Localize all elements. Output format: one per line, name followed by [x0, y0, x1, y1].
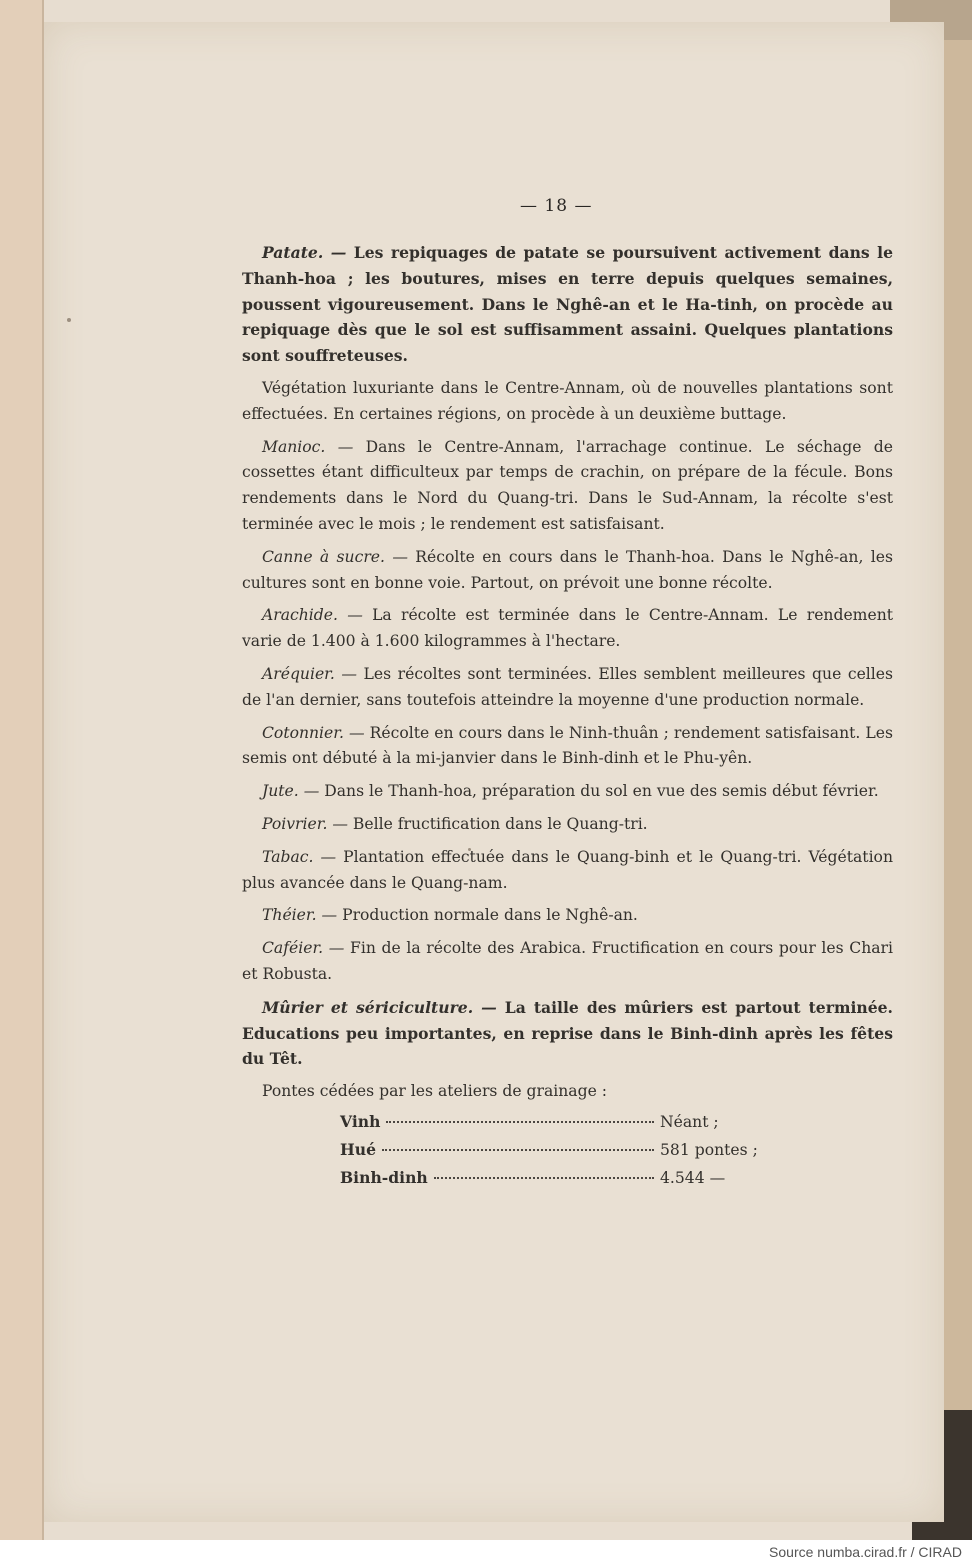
paragraph-lead: Jute. — [262, 782, 320, 801]
pontes-place: Binh-dinh [340, 1167, 428, 1187]
paragraph-murier [242, 995, 893, 1072]
left-page-edge [0, 0, 44, 1540]
paragraph-text: Fin de la récolte des Arabica. Fructification en cours pour les Chari et Robusta. [242, 939, 894, 983]
paragraph-tabac [242, 845, 893, 897]
body-text [242, 240, 893, 1193]
paper-speck [67, 318, 71, 322]
pontes-place: Vinh [340, 1111, 381, 1131]
paragraph-text: Dans le Centre-Annam, l'arrachage continue. Le séchage de cossettes étant difficulteux par temps de crachin, on prépare de la fécule. Bons rendements dans le Nord du Quang-tri. Dans le Sud-Annam, la récolte s'est terminée avec le mois ; le rendement est satisfaisant. [242, 437, 893, 533]
source-credit: Source numba.cirad.fr / CIRAD [769, 1544, 962, 1560]
pontes-row [340, 1165, 800, 1193]
paragraph-text: Végétation luxuriante dans le Centre-Annam, où de nouvelles plantations sont effectuées. En certaines régions, on procède à un deuxième buttage. [242, 378, 893, 423]
dot-leader [434, 1177, 654, 1179]
paragraph-text: Plantation effectuée dans le Quang-binh et le Quang-tri. Végétation plus avancée dans le Quang-nam. [242, 847, 893, 892]
paragraph-text: Production normale dans le Nghê-an. [337, 906, 638, 925]
pontes-value: 4.544 — [660, 1168, 726, 1187]
paragraph-text: Récolte en cours dans le Thanh-hoa. Dans le Nghê-an, les cultures sont en bonne voie. Partout, on prévoit une bonne récolte. [242, 547, 893, 592]
paragraph-lead: Aréquier. — [262, 664, 358, 683]
paragraph-theier [242, 903, 893, 929]
pontes-row [340, 1109, 800, 1137]
paragraph-text: Les repiquages de patate se poursuivent activement dans le Thanh-hoa ; les boutures, mises en terre depuis quelques semaines, poussent vigoureusement. Dans le Nghê-an et le Ha-tinh, on procède au repiquage dès que le sol est suffisamment assaini. Quelques plantations sont souffreteuses. [242, 243, 893, 366]
paragraph-text: Les récoltes sont terminées. Elles semblent meilleures que celles de l'an dernier, sans toutefois atteindre la moyenne d'une production normale. [242, 664, 893, 709]
paragraph-patate [242, 240, 893, 369]
paragraph-lead: Patate. — [262, 243, 347, 262]
pontes-value: 581 pontes ; [660, 1140, 758, 1159]
paragraph-text: Récolte en cours dans le Ninh-thuân ; rendement satisfaisant. Les semis ont débuté à la mi-janvier dans le Binh-dinh et le Phu-yên. [242, 723, 893, 768]
pontes-value: Néant ; [660, 1112, 719, 1131]
paragraph-arachide [242, 603, 893, 655]
paragraph-lead: Théier. — [262, 906, 338, 925]
paragraph-poivrier [242, 812, 893, 838]
page-number: — 18 — [520, 196, 593, 216]
dot-leader [382, 1149, 654, 1151]
paragraph-text: Belle fructification dans le Quang-tri. [347, 814, 648, 833]
pontes-list [340, 1109, 800, 1193]
paragraph-cafeier [242, 936, 893, 988]
paragraph-jute [242, 779, 893, 805]
dot-leader [386, 1121, 654, 1123]
paragraph-cotonnier [242, 721, 893, 773]
pontes-row [340, 1137, 800, 1165]
paragraph-lead: Tabac. — [262, 847, 337, 866]
paragraph-text: La taille des mûriers est partout terminée. Educations peu importantes, en reprise dans le Binh-dinh après les fêtes du Têt. [242, 997, 893, 1069]
paragraph-lead: Manioc. — [262, 437, 354, 456]
source-bar [0, 1540, 972, 1566]
paragraph-lead: Cotonnier. — [262, 723, 365, 742]
paragraph-text: La récolte est terminée dans le Centre-Annam. Le rendement varie de 1.400 à 1.600 kilogrammes à l'hectare. [242, 606, 894, 651]
pontes-place: Hué [340, 1139, 376, 1159]
paragraph-arequier [242, 662, 893, 714]
paragraph-lead: Poivrier. — [262, 814, 348, 833]
pontes-intro: Pontes cédées par les ateliers de grainage : [262, 1082, 608, 1101]
paragraph-canne [242, 545, 893, 597]
paragraph-vegetation [242, 376, 893, 428]
paragraph-manioc [242, 435, 893, 538]
paragraph-lead: Caféier. — [262, 939, 345, 958]
paragraph-lead: Arachide. — [262, 606, 363, 625]
paragraph-lead: Mûrier et sériciculture. — [262, 997, 497, 1017]
paragraph-text: Dans le Thanh-hoa, préparation du sol en vue des semis début février. [319, 782, 879, 801]
paragraph-lead: Canne à sucre. — [262, 547, 408, 566]
